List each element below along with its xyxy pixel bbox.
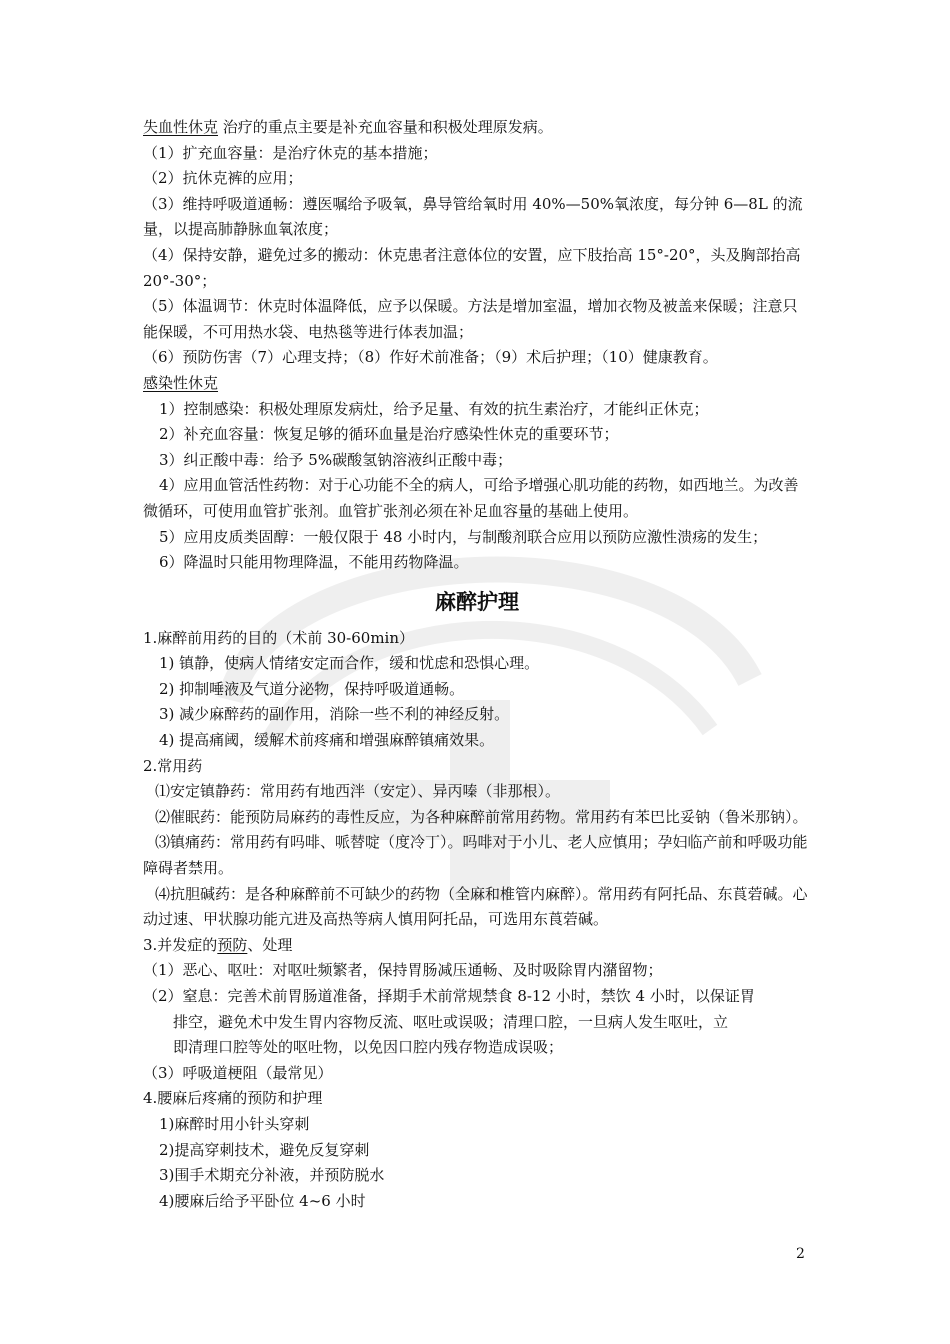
complication-item: （1）恶心、呕吐：对呕吐频繁者，保持胃肠减压通畅、及时吸除胃内潴留物；: [143, 961, 663, 980]
premed-item: 1) 镇静，使病人情绪安定而合作，缓和忧虑和恐惧心理。: [159, 654, 540, 673]
septic-item: 2）补充血容量：恢复足够的循环血量是治疗感染性休克的重要环节；: [159, 425, 619, 444]
common-drugs-heading: 2.常用药: [143, 756, 203, 775]
shock-heading-rest: 治疗的重点主要是补充血容量和积极处理原发病。: [218, 118, 553, 136]
spinal-headache-heading: 4.腰麻后疼痛的预防和护理: [143, 1089, 323, 1108]
shock-item: （4）保持安静，避免过多的搬动：休克患者注意体位的安置，应下肢抬高 15°-20°，头及胸部抬高 20°-30°；: [143, 245, 801, 290]
septic-heading: 感染性休克: [143, 373, 219, 392]
complication-item-asphyxia: [143, 984, 811, 1010]
spinal-headache-item: 3)围手术期充分补液，并预防脱水: [159, 1166, 385, 1185]
premed-item: 4) 提高痛阈，缓解术前疼痛和增强麻醉镇痛效果。: [159, 731, 495, 750]
asphyxia-line-2: 排空，避免术中发生胃内容物反流、呕吐或误吸；清理口腔，一旦病人发生呕吐，立: [173, 1012, 729, 1031]
premed-item: 2) 抑制唾液及气道分泌物，保持呼吸道通畅。: [159, 679, 465, 698]
shock-item: （2）抗休克裤的应用；: [143, 169, 303, 188]
premed-item: 3) 减少麻醉药的副作用，消除一些不利的神经反射。: [159, 705, 510, 724]
drug-item: ⑴安定镇静药：常用药有地西泮（安定）、异丙嗪（非那根）。: [155, 782, 561, 801]
septic-item: 3）纠正酸中毒：给予 5%碳酸氢钠溶液纠正酸中毒；: [159, 450, 513, 469]
septic-item: 4）应用血管活性药物：对于心功能不全的病人，可给予增强心肌功能的药物，如西地兰。为改善微循环，可使用血管扩张剂。血管扩张剂必须在补足血容量的基础上使用。: [143, 476, 799, 520]
asphyxia-line-1: 完善术前胃肠道准备，择期手术前常规禁食 8-12 小时，禁饮 4 小时，以保证胃: [227, 987, 755, 1005]
shock-item: （6）预防伤害（7）心理支持；（8）作好术前准备；（9）术后护理；（10）健康教育。: [143, 348, 718, 367]
shock-heading-line: [143, 115, 811, 141]
asphyxia-label: （2）窒息：: [143, 987, 228, 1005]
shock-heading: 失血性休克: [143, 118, 219, 136]
drug-item: ⑷抗胆碱药：是各种麻醉前不可缺少的药物（全麻和椎管内麻醉）。常用药有阿托品、东莨菪碱。心动过速、甲状腺功能亢进及高热等病人慎用阿托品，可选用东莨菪碱。: [143, 884, 808, 929]
shock-item: （3）维持呼吸道通畅：遵医嘱给予吸氧，鼻导管给氧时用 40%—50%氧浓度，每分钟 6—8L 的流量，以提高肺静脉血氧浓度；: [143, 194, 803, 239]
complication-item: （3）呼吸道梗阻（最常见）: [143, 1063, 333, 1082]
spinal-headache-item: 1)麻醉时用小针头穿刺: [159, 1114, 310, 1133]
complication-heading-b: 预防: [217, 935, 248, 954]
complication-heading-c: 、处理: [247, 935, 293, 954]
spinal-headache-item: 2)提高穿刺技术，避免反复穿刺: [159, 1140, 370, 1159]
premed-heading: 1.麻醉前用药的目的（术前 30-60min）: [143, 628, 415, 647]
shock-item: （1）扩充血容量：是治疗休克的基本措施；: [143, 143, 438, 162]
shock-item: （5）体温调节：休克时体温降低，应予以保暖。方法是增加室温，增加衣物及被盖来保暖；注意只能保暖，不可用热水袋、电热毯等进行体表加温；: [143, 297, 798, 341]
drug-item: ⑶镇痛药：常用药有吗啡、哌替啶（度冷丁）。吗啡对于小儿、老人应慎用；孕妇临产前和呼吸功能障碍者禁用。: [143, 833, 808, 878]
septic-item: 5）应用皮质类固醇：一般仅限于 48 小时内，与制酸剂联合应用以预防应激性溃疡的发生；: [159, 527, 768, 546]
page-number: 2: [796, 1246, 805, 1262]
complication-heading-a: 3.并发症的: [143, 935, 218, 954]
document-body: [143, 115, 811, 1214]
septic-heading-line: [143, 371, 811, 397]
section-title: 麻醉护理: [435, 589, 519, 614]
septic-item: 1）控制感染：积极处理原发病灶，给予足量、有效的抗生素治疗，才能纠正休克；: [159, 399, 709, 418]
drug-item: ⑵催眠药：能预防局麻药的毒性反应，为各种麻醉前常用药物。常用药有苯巴比妥钠（鲁米那钠）。: [155, 807, 808, 826]
complication-heading-line: [143, 933, 811, 959]
spinal-headache-item: 4)腰麻后给予平卧位 4~6 小时: [159, 1191, 366, 1210]
asphyxia-line-3: 即清理口腔等处的呕吐物，以免因口腔内残存物造成误吸；: [173, 1038, 564, 1057]
septic-item: 6）降温时只能用物理降温，不能用药物降温。: [159, 553, 469, 572]
